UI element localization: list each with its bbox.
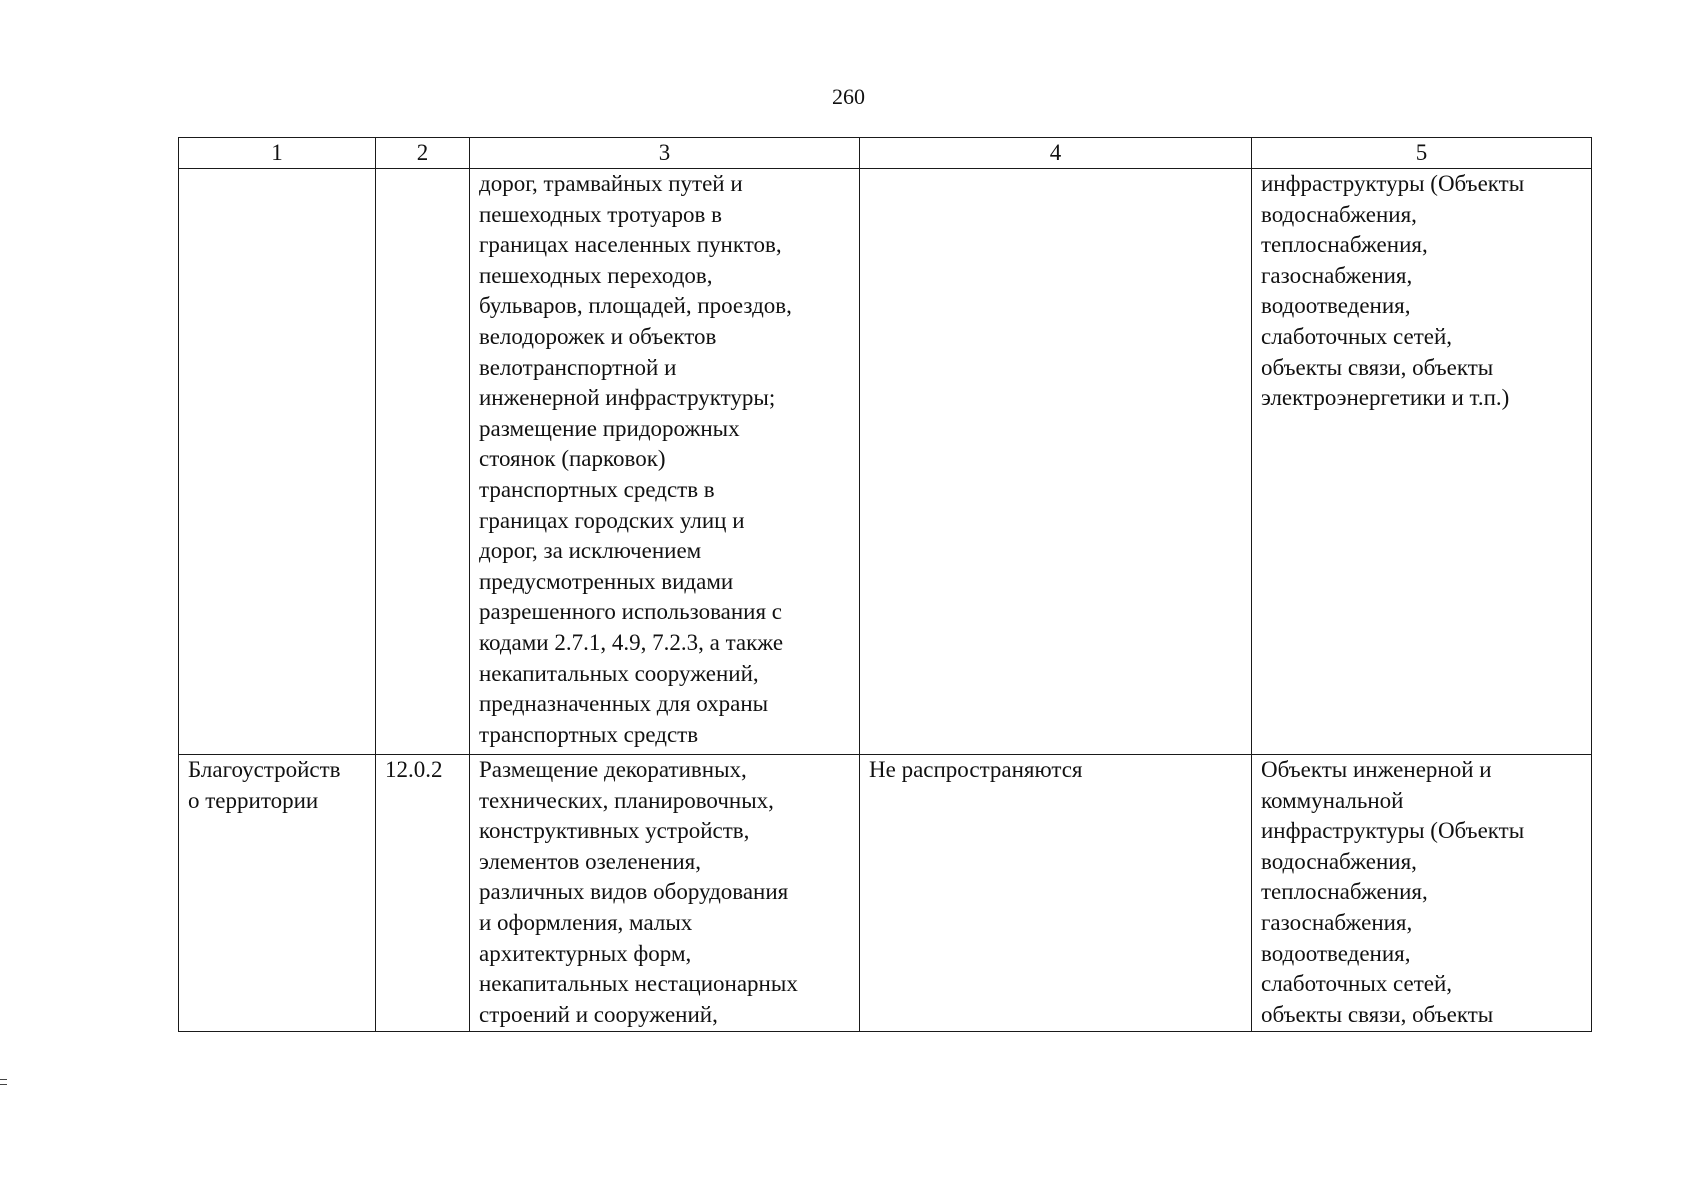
cell-description: Размещение декоративных, технических, планировочных, конструктивных устройств, элементов озеленения, различных видов оборудования и оформления, малых архитектурных форм, некапитальных нестационарных строений и сооружений, [470, 755, 860, 1032]
table-row [179, 755, 1592, 1032]
table-row [179, 169, 1592, 755]
scan-edge-mark [0, 1079, 7, 1085]
column-header-1: 1 [179, 138, 376, 169]
column-header-4: 4 [860, 138, 1252, 169]
page-number: 260 [832, 84, 865, 109]
cell-land-use-code: 12.0.2 [376, 755, 470, 1032]
table-header-row [179, 138, 1592, 169]
cell-auxiliary-uses: инфраструктуры (Объекты водоснабжения, теплоснабжения, газоснабжения, водоотведения, слаботочных сетей, объекты связи, объекты электроэнергетики и т.п.) [1252, 169, 1592, 755]
zoning-table [178, 137, 1592, 1032]
cell-description: дорог, трамвайных путей и пешеходных тротуаров в границах населенных пунктов, пешеходных переходов, бульваров, площадей, проездов, велодорожек и объектов велотранспортной и инженерной инфраструктуры; размещение придорожных стоянок (парковок) транспортных средств в границах городских улиц и дорог, за исключением предусмотренных видами разрешенного использования с кодами 2.7.1, 4.9, 7.2.3, а также некапитальных сооружений, предназначенных для охраны транспортных средств [470, 169, 860, 755]
column-header-2: 2 [376, 138, 470, 169]
column-header-3: 3 [470, 138, 860, 169]
cell-parameters [860, 169, 1252, 755]
cell-land-use-name [179, 169, 376, 755]
cell-land-use-name: Благоустройств о территории [179, 755, 376, 1032]
cell-parameters: Не распространяются [860, 755, 1252, 1032]
cell-auxiliary-uses: Объекты инженерной и коммунальной инфраструктуры (Объекты водоснабжения, теплоснабжения, газоснабжения, водоотведения, слаботочных сетей, объекты связи, объекты [1252, 755, 1592, 1032]
cell-land-use-code [376, 169, 470, 755]
column-header-5: 5 [1252, 138, 1592, 169]
